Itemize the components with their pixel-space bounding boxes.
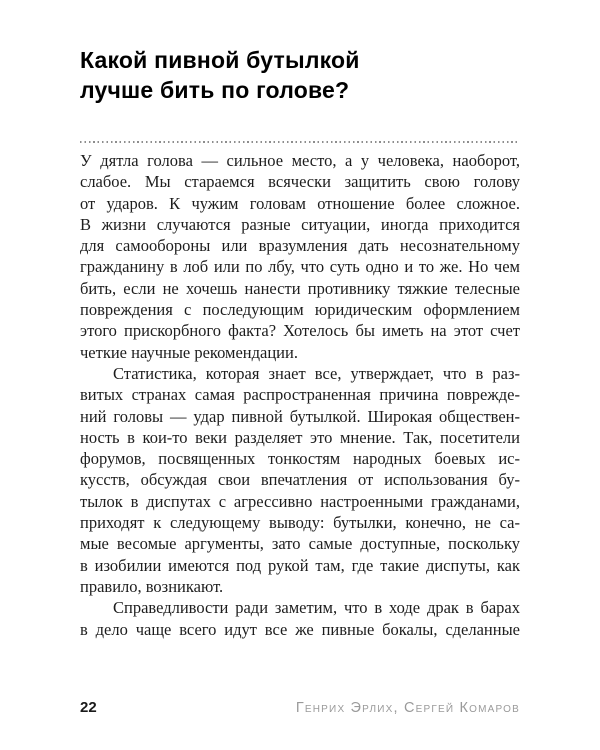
text-line: для самообороны или вразумления дать несознательному (80, 236, 520, 256)
text-line: от ударов. К чужим головам отношение более сложное. (80, 193, 520, 213)
text-line: бить, если не хочешь нанести противнику тяжкие телесные (80, 278, 520, 298)
text-line: ний головы — удар пивной бутылкой. Широкая обществен- (80, 406, 520, 426)
text-line: Статистика, которая знает все, утверждает, что в раз- (113, 363, 520, 383)
dotted-divider (80, 141, 520, 143)
text-line: повреждения с последующим юридическим оформлением (80, 300, 520, 320)
text-line: Справедливости ради заметим, что в ходе драк в барах (113, 598, 520, 618)
text-line: мые весомые аргументы, зато самые доступные, поскольку (80, 534, 520, 554)
text-line: тылок в диспутах с агрессивно настроенными гражданами, (80, 491, 520, 511)
chapter-title-line: лучше бить по голове? (80, 77, 350, 104)
text-line: ность в кои-то веки разделяет это мнение. Так, посетители (80, 427, 520, 447)
chapter-title (80, 45, 540, 105)
running-authors: Генрих Эрлих, Сергей Комаров (295, 700, 520, 716)
page-number: 22 (80, 699, 97, 716)
text-line: гражданину в лоб или по лбу, что суть одно и то же. Но чем (80, 257, 520, 277)
chapter-title-line: Какой пивной бутылкой (80, 47, 360, 74)
text-line: кусств, обсуждая свои впечатления от использования бу- (80, 470, 520, 490)
text-line: правило, возникают. (80, 576, 224, 596)
text-line: витых странах самая распространенная причина поврежде- (80, 385, 520, 405)
text-line: этого прискорбного факта? Хотелось бы иметь на этот счет (80, 321, 520, 341)
text-line: У дятла голова — сильное место, а у человека, наоборот, (80, 151, 520, 170)
text-line: в дело чаще всего идут все же пивные бокалы, сделанные (80, 619, 520, 639)
text-line: приходят к следующему выводу: бутылки, конечно, не са- (80, 513, 520, 533)
text-line: слабое. Мы стараемся всячески защитить свою голову (80, 172, 520, 192)
text-line: четкие научные рекомендации. (80, 342, 298, 362)
text-line: В жизни случаются разные ситуации, иногда приходится (80, 214, 520, 234)
text-line: в изобилии имеются под рукой там, где такие диспуты, как (80, 555, 520, 575)
body-text (80, 150, 520, 640)
page-footer (80, 699, 520, 716)
text-line: форумов, посвященных тонкостям народных боевых ис- (80, 449, 520, 469)
